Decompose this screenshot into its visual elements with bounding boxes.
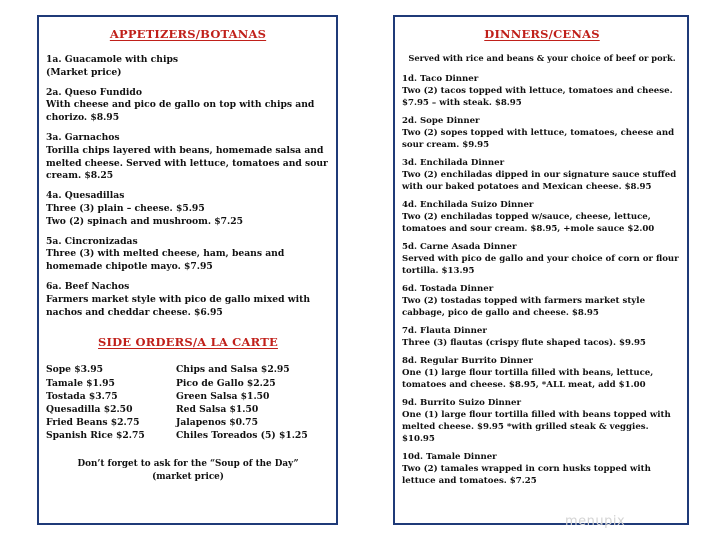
side-item: Fried Beans $2.75 — [46, 417, 140, 429]
menu-item — [46, 281, 330, 319]
side-orders-list — [46, 363, 330, 442]
item-desc: Torilla chips layered with beans, homemade salsa and melted cheese. Served with lettuce, tomatoes and sour cream. $8.25 — [46, 144, 328, 182]
item-name: 6a. Beef Nachos — [46, 280, 130, 292]
item-desc: Farmers market style with pico de gallo mixed with nachos and cheddar cheese. $6.95 — [46, 293, 311, 318]
item-name: 5d. Carne Asada Dinner — [402, 242, 517, 252]
soup-of-the-day-note — [46, 458, 330, 484]
item-desc: One (1) large flour tortilla filled with beans topped with melted cheese. $9.95 *with grilled steak & veggies. $10.95 — [402, 410, 671, 444]
side-item: Chiles Toreados (5) $1.25 — [176, 430, 308, 442]
menupix-watermark: menupix — [565, 514, 626, 529]
item-name: 3d. Enchilada Dinner — [402, 158, 505, 168]
menu-item — [402, 355, 682, 391]
side-item: Tamale $1.95 — [46, 377, 115, 389]
side-item: Tostada $3.75 — [46, 390, 118, 402]
item-desc: Three (3) with melted cheese, ham, beans and homemade chipotle mayo. $7.95 — [46, 248, 285, 273]
appetizers-panel — [37, 15, 338, 525]
item-desc: One (1) large flour tortilla filled with beans, lettuce, tomatoes and cheese. $8.95, *ALL meat, add $1.00 — [402, 368, 654, 390]
item-desc: (Market price) — [46, 66, 122, 78]
item-desc: Three (3) flautas (crispy flute shaped tacos). $9.95 — [402, 338, 646, 348]
item-name: 1a. Guacamole with chips — [46, 54, 179, 65]
menu-item — [46, 190, 330, 228]
menu-item — [46, 87, 330, 125]
item-name: 3a. Garnachos — [46, 131, 120, 143]
item-desc: Served with pico de gallo and your choice of corn or flour tortilla. $13.95 — [402, 254, 679, 276]
side-item: Green Salsa $1.50 — [176, 390, 270, 402]
dinners-panel — [393, 15, 689, 525]
item-desc: Two (2) tostadas topped with farmers market style cabbage, pico de gallo and cheese. $8.95 — [402, 296, 646, 318]
item-name: 4d. Enchilada Suizo Dinner — [402, 200, 534, 210]
item-desc: Two (2) tamales wrapped in corn husks topped with lettuce and tomatoes. $7.25 — [402, 464, 651, 486]
side-item: Red Salsa $1.50 — [176, 403, 259, 415]
side-item: Jalapenos $0.75 — [176, 417, 258, 429]
item-name: 2d. Sope Dinner — [402, 116, 480, 126]
menu-item — [402, 283, 682, 319]
item-desc: Two (2) enchiladas dipped in our signature sauce stuffed with our baked potatoes and Mexican cheese. $8.95 — [402, 170, 677, 192]
footer-line: Don’t forget to ask for the “Soup of the Day” — [77, 458, 299, 469]
side-orders-column-2 — [176, 363, 330, 442]
menu-item — [402, 451, 682, 487]
side-orders-column-1 — [46, 363, 176, 442]
dinners-intro: Served with rice and beans & your choice of beef or pork. — [408, 53, 676, 63]
menu-item — [402, 397, 682, 445]
menu-item — [402, 157, 682, 193]
footer-line: (market price) — [152, 471, 224, 482]
side-item: Sope $3.95 — [46, 364, 104, 376]
menu-item — [402, 115, 682, 151]
item-name: 5a. Cincronizadas — [46, 235, 138, 247]
item-name: 10d. Tamale Dinner — [402, 452, 497, 462]
item-name: 4a. Quesadillas — [46, 190, 125, 202]
side-item: Chips and Salsa $2.95 — [176, 364, 290, 376]
item-desc: Two (2) tacos topped with lettuce, tomatoes and cheese. $7.95 – with steak. $8.95 — [402, 86, 673, 108]
side-item: Spanish Rice $2.75 — [46, 430, 145, 442]
item-desc: With cheese and pico de gallo on top with chips and chorizo. $8.95 — [46, 99, 315, 124]
item-name: 8d. Regular Burrito Dinner — [402, 356, 533, 366]
side-orders-heading: SIDE ORDERS/A LA CARTE — [98, 335, 278, 350]
item-name: 7d. Flauta Dinner — [402, 326, 487, 336]
appetizers-heading: APPETIZERS/BOTANAS — [109, 27, 267, 41]
menu-item — [46, 236, 330, 274]
item-desc: Two (2) enchiladas topped w/sauce, cheese, lettuce, tomatoes and sour cream. $8.95, +mole sauce $2.00 — [402, 212, 655, 234]
item-name: 2a. Queso Fundido — [46, 86, 142, 98]
item-name: 1d. Taco Dinner — [402, 74, 479, 84]
menu-item — [46, 54, 330, 80]
item-desc: Three (3) plain – cheese. $5.95 Two (2) spinach and mushroom. $7.25 — [46, 202, 244, 227]
side-item: Pico de Gallo $2.25 — [176, 377, 276, 389]
item-desc: Two (2) sopes topped with lettuce, tomatoes, cheese and sour cream. $9.95 — [402, 128, 675, 150]
item-name: 9d. Burrito Suizo Dinner — [402, 398, 522, 408]
item-name: 6d. Tostada Dinner — [402, 284, 494, 294]
menu-item — [402, 199, 682, 235]
menu-item — [46, 132, 330, 183]
menu-item — [402, 325, 682, 349]
dinners-heading: DINNERS/CENAS — [484, 27, 600, 41]
menu-item — [402, 73, 682, 109]
side-item: Quesadilla $2.50 — [46, 403, 133, 415]
menu-item — [402, 241, 682, 277]
